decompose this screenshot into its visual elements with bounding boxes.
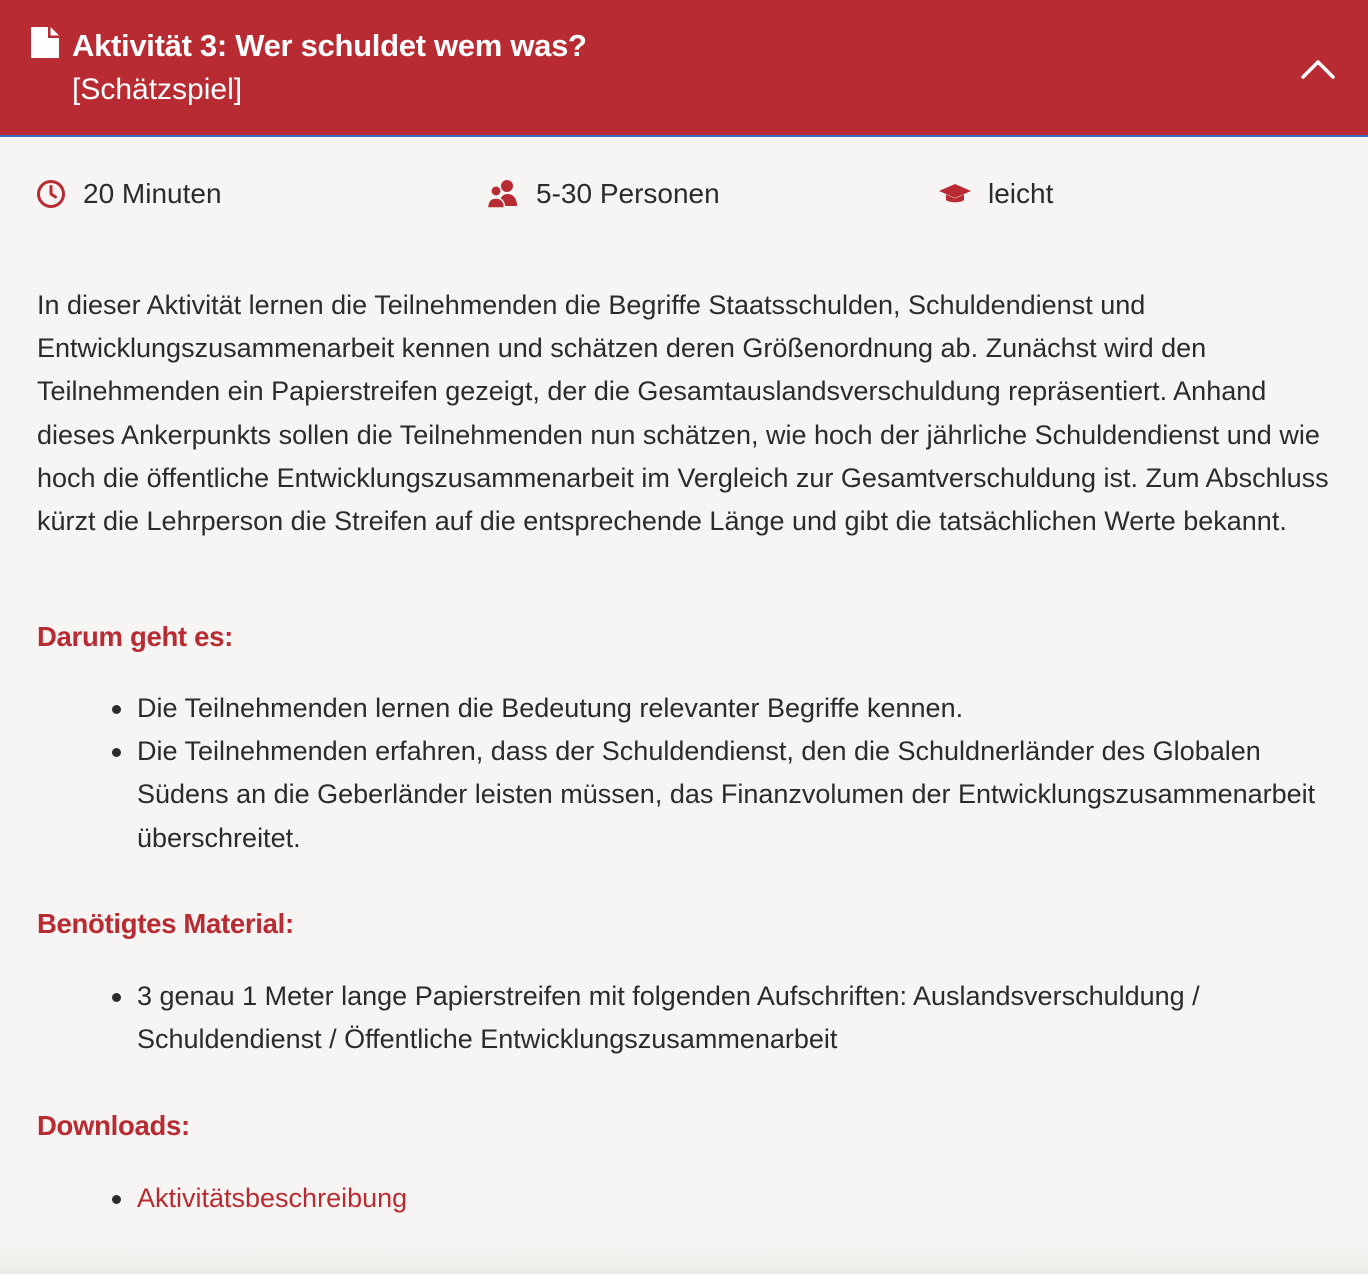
list-item — [137, 1177, 1337, 1220]
meta-level — [939, 174, 1053, 214]
download-link-activity-description[interactable]: Aktivitätsbeschreibung — [137, 1183, 408, 1213]
goal-text: Die Teilnehmenden erfahren, dass der Schuldendienst, den die Schuldnerländer des Globalen Südens an die Geberländer leisten müssen, das Finanzvolumen der Entwicklungszusammenarbeit überschreitet. — [137, 736, 1316, 853]
persons-label: 5-30 Personen — [536, 178, 720, 209]
graduation-cap-icon — [939, 182, 971, 206]
list-item — [137, 730, 1337, 860]
list-item — [137, 975, 1337, 1061]
meta-persons — [487, 174, 720, 214]
level-label: leicht — [988, 178, 1054, 209]
goals-heading: Darum geht es: — [37, 621, 233, 652]
list-item — [137, 687, 1337, 730]
bullet-dot — [112, 993, 121, 1002]
clock-icon — [36, 179, 66, 209]
activity-description: In dieser Aktivität lernen die Teilnehmenden die Begriffe Staatsschulden, Schuldendienst und Entwicklungszusammenarbeit kennen und schätzen deren Größenordnung ab. Zunächst wird den Teilnehmenden ein Papierstreifen gezeigt, der die Gesamtauslandsverschuldung repräsentiert. Anhand dieses Ankerpunkts sollen die Teilnehmenden nun schätzen, wie hoch der jährliche Schuldendienst und wie hoch die öffentliche Entwicklungszusammenarbeit im Vergleich zur Gesamtverschuldung ist. Zum Abschluss kürzt die Lehrperson die Streifen auf die entsprechende Länge und gibt die tatsächlichen Werte bekannt. — [37, 290, 1329, 537]
goal-text: Die Teilnehmenden lernen die Bedeutung relevanter Begriffe kennen. — [137, 693, 964, 723]
downloads-list — [137, 1177, 1337, 1220]
bullet-dot — [112, 705, 121, 714]
chevron-up-icon[interactable] — [1298, 50, 1338, 86]
users-icon — [487, 179, 519, 209]
bottom-divider — [0, 1244, 1368, 1274]
meta-duration — [36, 174, 222, 214]
downloads-heading: Downloads: — [37, 1110, 190, 1141]
document-icon — [31, 27, 59, 58]
bullet-dot — [112, 748, 121, 757]
material-text: 3 genau 1 Meter lange Papierstreifen mit folgenden Aufschriften: Auslandsverschuldung / Schuldendienst / Öffentliche Entwicklungszusammenarbeit — [137, 981, 1200, 1055]
material-list — [137, 975, 1337, 1061]
activity-title: Aktivität 3: Wer schuldet wem was? — [72, 28, 587, 63]
activity-subtitle: [Schätzspiel] — [72, 73, 243, 106]
bullet-dot — [112, 1195, 121, 1204]
material-heading: Benötigtes Material: — [37, 908, 294, 939]
accordion-header[interactable] — [0, 0, 1368, 137]
goals-list — [137, 687, 1337, 860]
duration-label: 20 Minuten — [83, 178, 222, 209]
